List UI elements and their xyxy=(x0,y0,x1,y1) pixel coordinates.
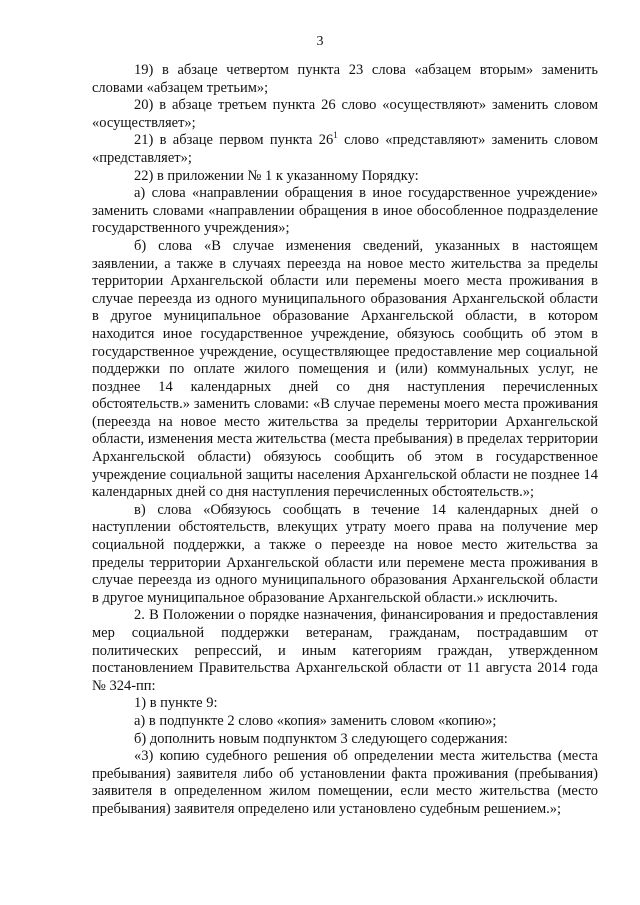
paragraph-item-21-end: слово «представляют» заменить словом «представляет»; xyxy=(92,132,598,166)
paragraph-subitem-a: а) слова «направлении обращения в иное государственное учреждение» заменить словами «направлении обращения в иное обособленное подразделение государственного учреждения»; xyxy=(92,185,598,237)
document-body xyxy=(92,62,598,819)
paragraph-item-1: 1) в пункте 9: xyxy=(134,695,218,712)
paragraph-item-1-b: б) дополнить новым подпунктом 3 следующего содержания: xyxy=(134,730,508,747)
paragraph-item-1-a: а) в подпункте 2 слово «копия» заменить словом «копию»; xyxy=(134,712,497,729)
paragraph-section-2: 2. В Положении о порядке назначения, финансирования и предоставления мер социальной поддержки ветеранам, гражданам, пострадавшим от политических репрессий, и иным категориям граждан, утвержденном постановлением Правительства Архангельской области от 11 августа 2014 года № 324-пп: xyxy=(92,607,598,694)
superscript-index: 1 xyxy=(333,130,338,141)
paragraph-item-22: 22) в приложении № 1 к указанному Порядку: xyxy=(134,167,419,184)
page-number: 3 xyxy=(316,34,324,49)
paragraph-item-21-start: 21) в абзаце первом пункта 26 xyxy=(134,132,334,149)
paragraph-item-19: 19) в абзаце четвертом пункта 23 слова «абзацем вторым» заменить словами «абзацем третьим»; xyxy=(92,62,598,96)
paragraph-subitem-b: б) слова «В случае изменения сведений, указанных в настоящем заявлении, а также в случаях переезда на новое место жительства за пределы территории Архангельской области или перемены моего места проживания в случае переезда из одного муниципального образования Архангельской области в другое муниципальное образование Архангельской области, в котором находится иное государственное учреждение, обязуюсь сообщить об этом в государственное учреждение, осуществляющее предоставление мер социальной поддержки по оплате жилого помещения и (или) коммунальных услуг, не позднее 14 календарных дней со дня наступления перечисленных обстоятельств.» заменить словами: «В случае перемены моего места проживания (переезда на новое место жительства за пределы территории Архангельской области, изменения места жительства (места пребывания) в пределах территории Архангельской области) обязуюсь сообщить об этом в государственное учреждение социальной защиты населения Архангельской области не позднее 14 календарных дней со дня наступления перечисленных обстоятельств.»; xyxy=(92,237,598,501)
paragraph-item-20: 20) в абзаце третьем пункта 26 слово «осуществляют» заменить словом «осуществляет»; xyxy=(92,97,598,131)
paragraph-item-21 xyxy=(92,132,598,167)
paragraph-subitem-v: в) слова «Обязуюсь сообщать в течение 14 календарных дней о наступлении обстоятельств, влекущих утрату моего права на получение мер социальной поддержки, а также о переезде на новое место жительства за пределы территории Архангельской области или перемене места проживания в случае переезда из одного муниципального образования Архангельской области в другое муниципальное образование Архангельской области.» исключить. xyxy=(92,501,598,606)
paragraph-new-subitem-3: «3) копию судебного решения об определении места жительства (места пребывания) заявителя либо об установлении факта проживания (пребывания) заявителя в определенном жилом помещении, если место жительства (место пребывания) заявителя определено или установлено судебным решением.»; xyxy=(92,748,598,817)
